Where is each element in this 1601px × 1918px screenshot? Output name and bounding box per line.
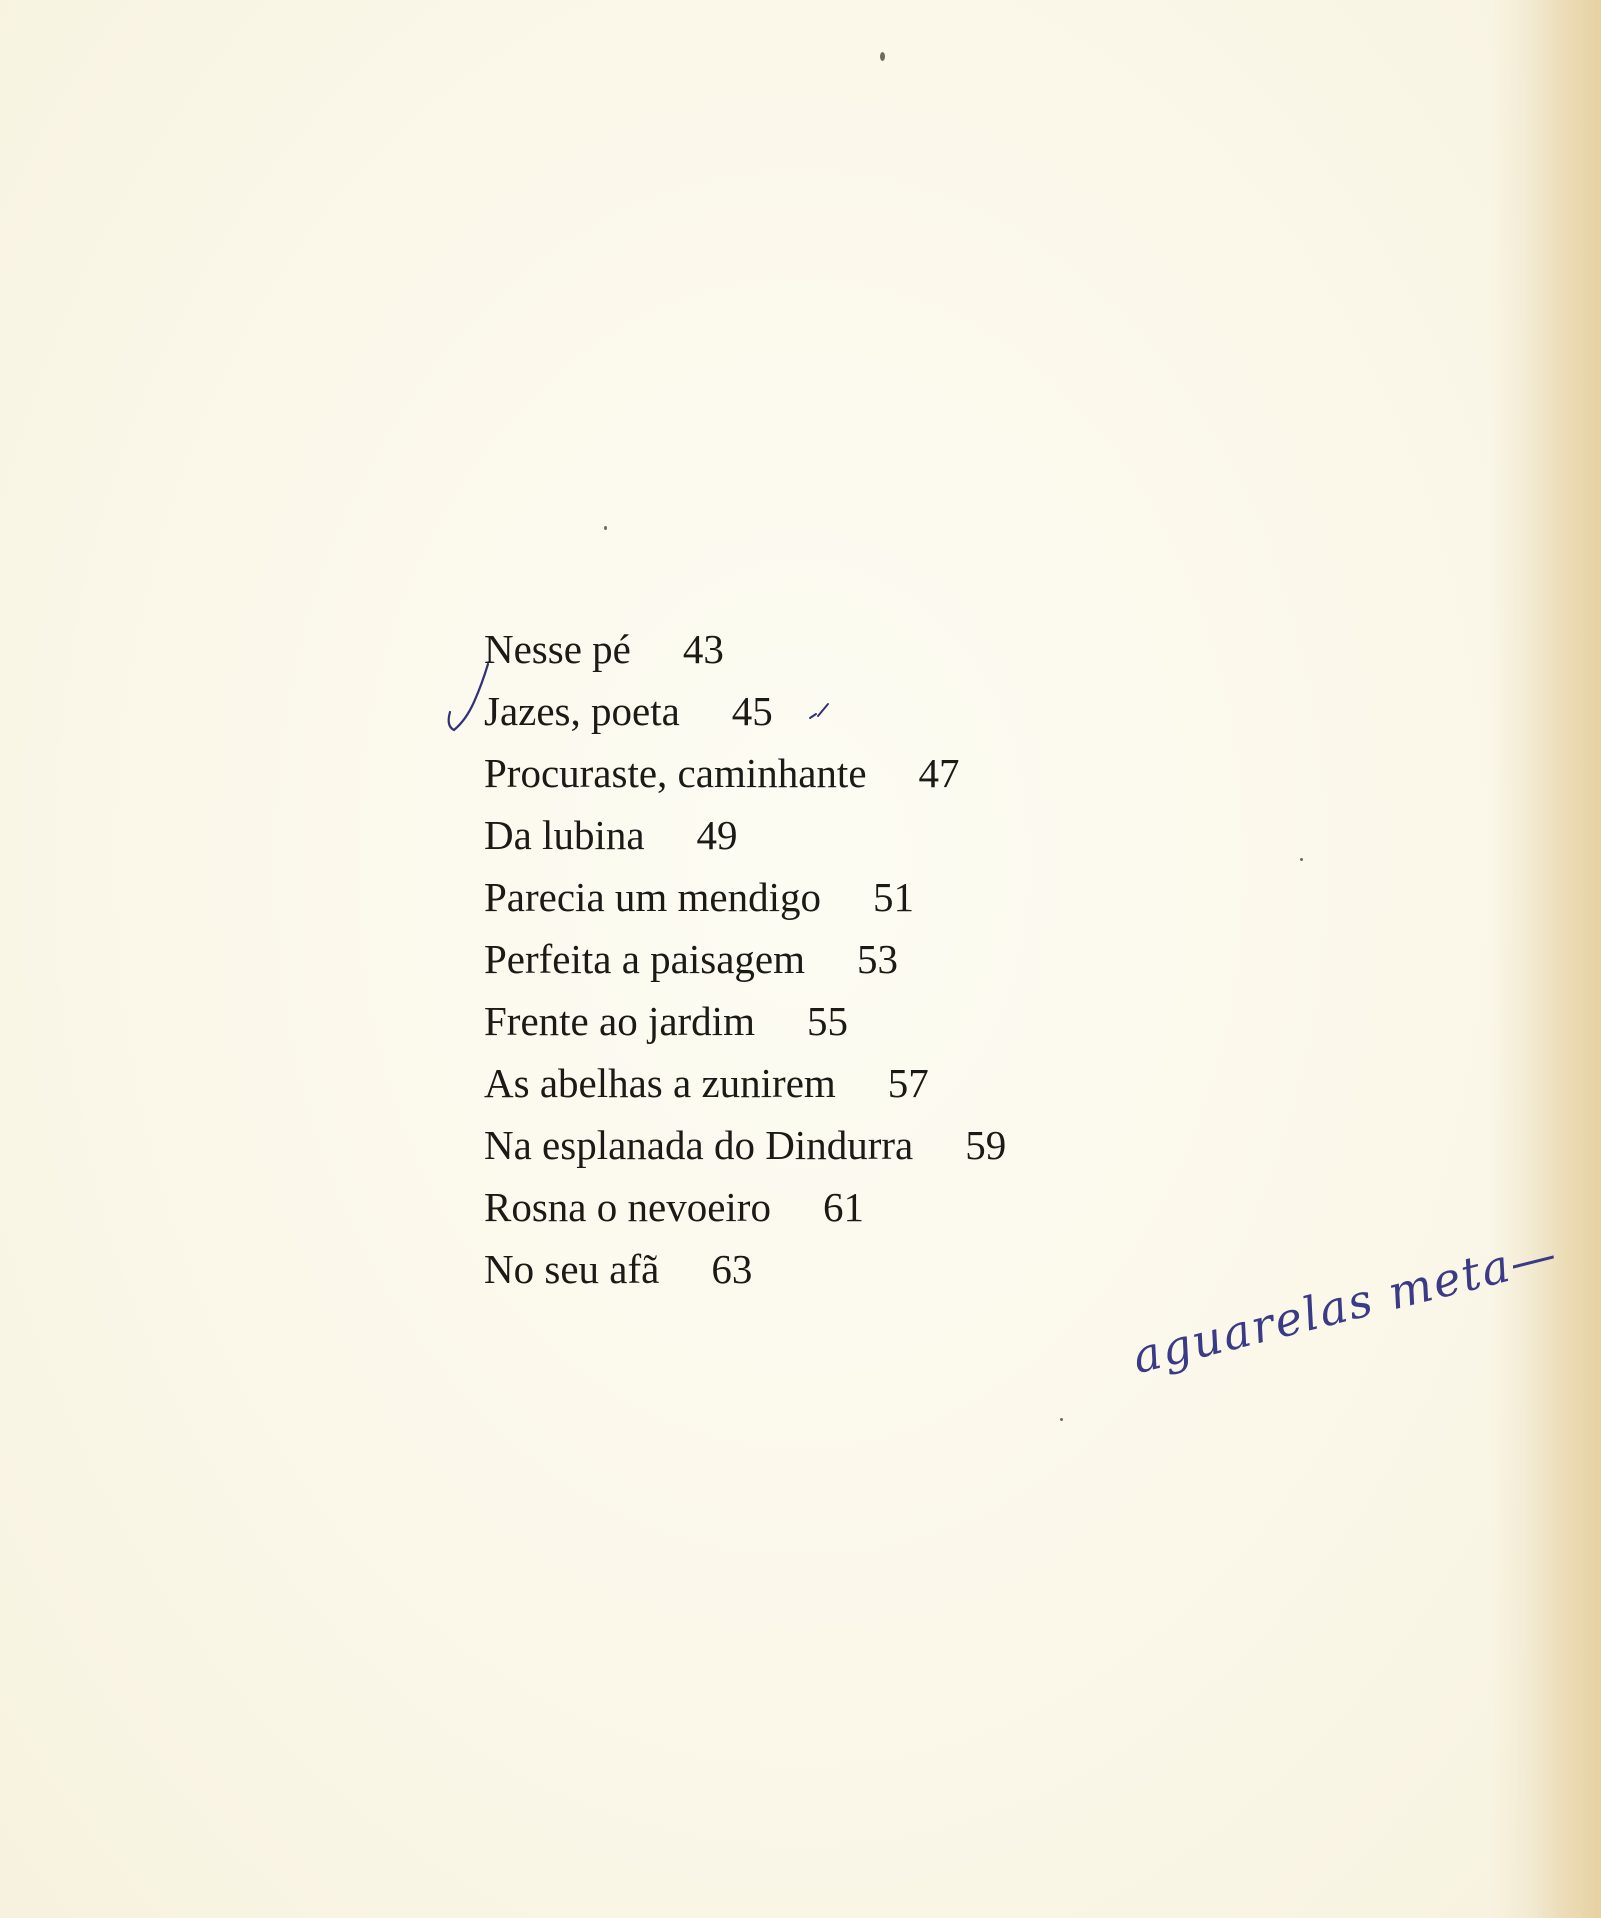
toc-entry [484, 1052, 1184, 1114]
paper-speck [1300, 858, 1303, 861]
toc-entry [484, 618, 1184, 680]
paper-speck [1060, 1418, 1063, 1421]
toc-entry-title: Na esplanada do Dindurra [484, 1122, 914, 1168]
toc-entry [484, 1114, 1184, 1176]
toc-entry-title: Da lubina [484, 812, 645, 858]
toc-entry [484, 990, 1184, 1052]
toc-entry-page: 43 [682, 626, 724, 672]
toc-entry-page: 63 [711, 1246, 753, 1292]
toc-entry [484, 742, 1184, 804]
toc-entry [484, 804, 1184, 866]
toc-entry-title: Rosna o nevoeiro [484, 1184, 771, 1230]
tick-mark-icon [806, 700, 836, 730]
toc-entry-title: As abelhas a zunirem [484, 1060, 836, 1106]
toc-entry-title: Perfeita a paisagem [484, 936, 806, 982]
paper-speck [880, 52, 885, 61]
toc-entry [484, 866, 1184, 928]
toc-entry-title: No seu afã [484, 1246, 660, 1292]
toc-entry-title: Nesse pé [484, 626, 631, 672]
toc-entry-page: 53 [857, 936, 899, 982]
toc-entry-page: 51 [873, 874, 915, 920]
toc-entry-page: 45 [731, 688, 773, 734]
toc-entry [484, 1176, 1184, 1238]
toc-entry-page: 57 [887, 1060, 929, 1106]
toc-entry-page: 55 [806, 998, 848, 1044]
toc-entry-title: Parecia um mendigo [484, 874, 822, 920]
toc-entry-page: 59 [965, 1122, 1007, 1168]
toc-entry-title: Procuraste, caminhante [484, 750, 867, 796]
toc-entry [484, 1238, 1184, 1300]
toc-entry-page: 61 [822, 1184, 864, 1230]
handwritten-note: aguarelas meta— [1126, 1226, 1564, 1384]
toc-entry-page: 47 [918, 750, 960, 796]
toc-entry-title: Frente ao jardim [484, 998, 755, 1044]
toc-entry-title: Jazes, poeta [484, 688, 680, 734]
toc-entry-page: 49 [696, 812, 738, 858]
toc-entry [484, 928, 1184, 990]
paper-speck [604, 526, 607, 530]
checkmark-icon [444, 650, 494, 740]
